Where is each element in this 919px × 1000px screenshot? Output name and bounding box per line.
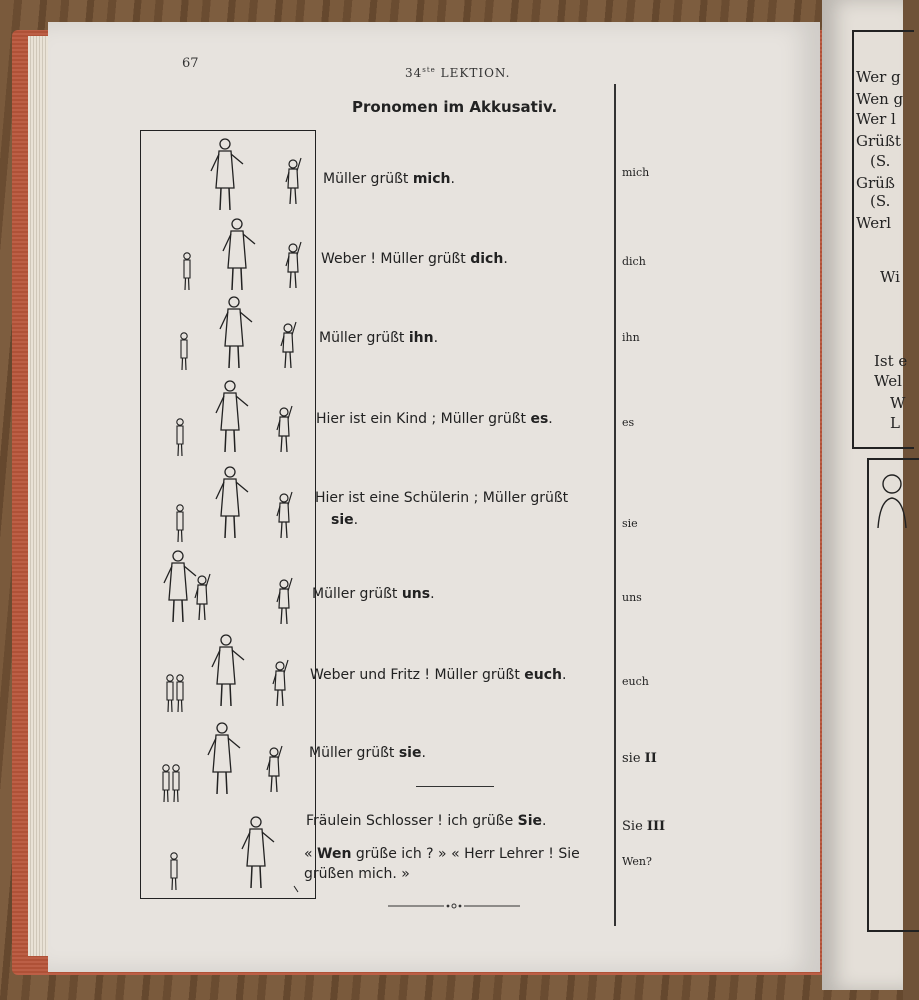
margin-pronoun: sie II [622,751,657,766]
facing-page-fragment: Ist e [874,352,908,370]
sentence-row: Fräulein Schlosser ! ich grüße Sie. [306,813,547,829]
figure-mueller-greeting-him [172,296,312,376]
figure-mueller-greeting-you-all [160,632,305,718]
margin-pronoun: sie [622,517,638,530]
section-rule [416,786,494,787]
margin-pronoun: es [622,416,635,429]
facing-page-fragment: Wi [880,268,900,286]
facing-page-fragment: (S. [870,192,891,210]
sentence-row: Weber und Fritz ! Müller grüßt euch. [310,667,567,683]
figure-mueller-greeting-child [168,378,308,462]
margin-pronoun: mich [622,166,650,179]
figure-mueller-greeting-them [156,716,301,806]
figure-mueller-greeting-us [162,546,307,632]
page-number: 67 [182,56,199,71]
sentence-row: Müller grüßt ihn. [319,330,439,346]
margin-pronoun: uns [622,591,642,604]
facing-page-fragment: L [890,414,900,432]
margin-pronoun: Sie III [622,819,666,834]
facing-page-fragment: Werl [856,214,892,232]
facing-page-fragment: Wer g [856,68,901,86]
ornament-rule [388,901,520,911]
margin-pronoun: dich [622,255,646,268]
sentence-row: Müller grüßt mich. [323,171,455,187]
margin-pronoun: Wen? [622,855,652,868]
facing-page-portrait [872,470,912,530]
figure-teacher-greeting-lady [160,804,310,894]
sentence-row: Weber ! Müller grüßt dich. [321,251,508,267]
running-head: 34ste LEKTION. [405,66,511,80]
facing-page-fragment: (S. [870,152,891,170]
facing-page-fragment: Wel [874,372,902,390]
margin-pronoun: euch [622,675,649,688]
facing-page-fragment: Wer l [856,110,896,128]
figure-mueller-greeting-you [175,218,315,298]
facing-page [822,0,908,990]
sentence-row: Müller grüßt uns. [312,586,435,602]
margin-rule [614,84,616,926]
facing-page-fragment: Grüß [856,174,895,192]
facing-page-fragment: Grüßt [856,132,901,150]
figure-mueller-greeting-me [205,138,315,214]
facing-page-fragment: Wen g [856,90,904,108]
sentence-row: Müller grüßt sie. [309,745,426,761]
sentence-row: Hier ist eine Schülerin ; Müller grüßt sie. [315,490,569,528]
margin-pronoun: ihn [622,331,640,344]
figure-mueller-greeting-schoolgirl [166,464,306,548]
page-title: Pronomen im Akkusativ. [352,98,558,116]
sentence-row: « Wen grüße ich ? » « Herr Lehrer ! Sie grüßen mich. » [304,846,580,882]
facing-page-fragment: W [890,394,906,412]
sentence-row: Hier ist ein Kind ; Müller grüßt es. [316,411,553,427]
